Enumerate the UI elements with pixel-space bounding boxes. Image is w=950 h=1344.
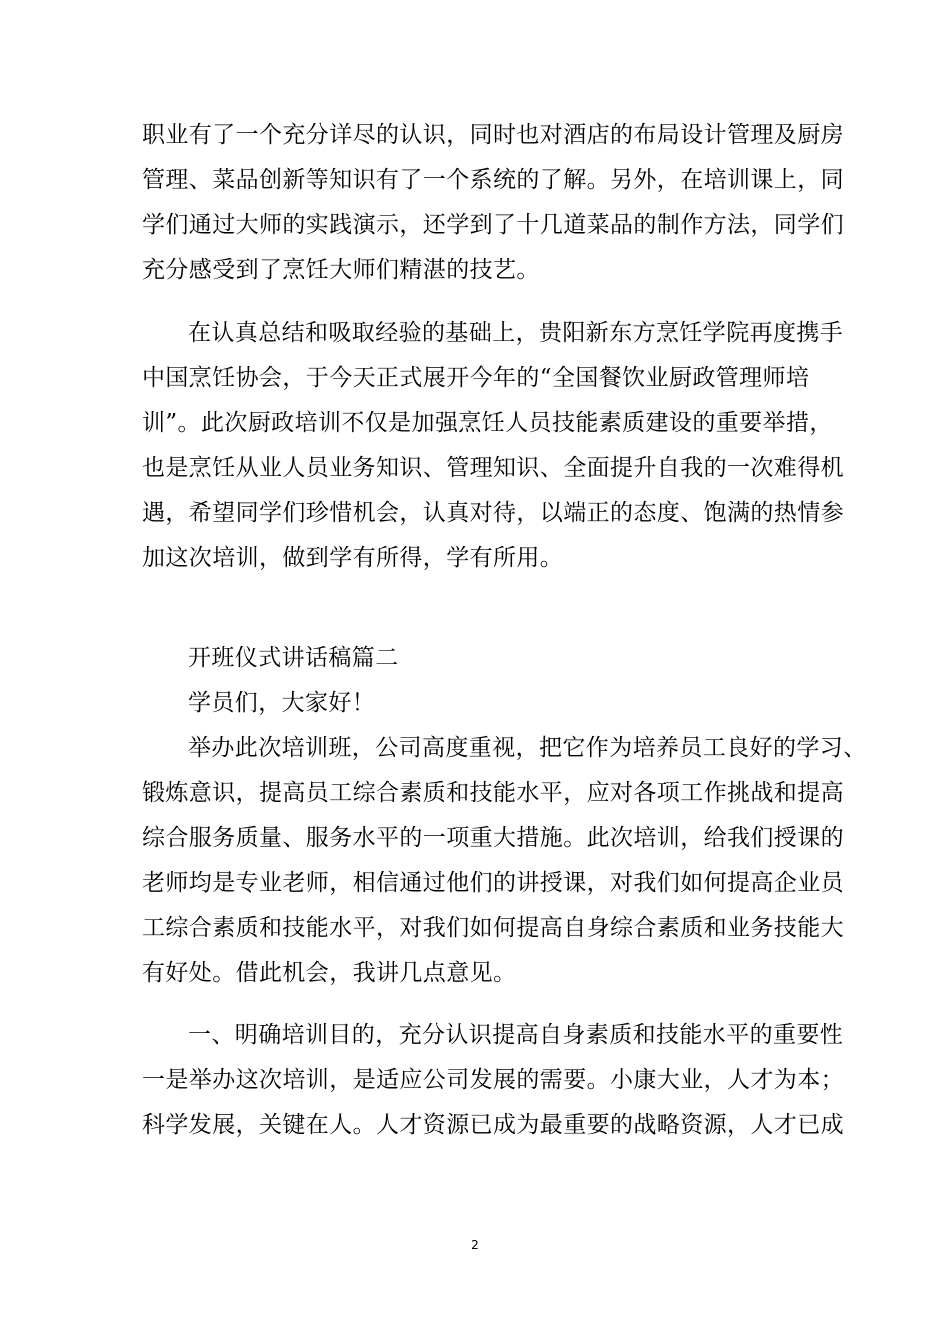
greeting: 学员们，大家好！: [188, 690, 376, 716]
paragraph-3-line-4: 老师均是专业老师，相信通过他们的讲授课，对我们如何提高企业员: [142, 870, 844, 896]
paragraph-4-line-2: 科学发展，关键在人。人才资源已成为最重要的战略资源，人才已成: [142, 1112, 844, 1138]
heading-1: 一、明确培训目的，充分认识提高自身素质和技能水平的重要性: [188, 1022, 844, 1048]
paragraph-2-line-1: 在认真总结和吸取经验的基础上，贵阳新东方烹饪学院再度携手: [188, 320, 844, 346]
paragraph-1-line-3: 学们通过大师的实践演示，还学到了十几道菜品的制作方法，同学们: [142, 212, 844, 238]
paragraph-2-line-4: 也是烹饪从业人员业务知识、管理知识、全面提升自我的一次难得机: [142, 455, 844, 481]
paragraph-3-line-1: 举办此次培训班，公司高度重视，把它作为培养员工良好的学习、: [188, 735, 867, 761]
page-number: 2: [471, 1238, 479, 1252]
paragraph-3-line-2: 锻炼意识，提高员工综合素质和技能水平，应对各项工作挑战和提高: [142, 780, 844, 806]
paragraph-2-line-2: 中国烹饪协会，于今天正式展开今年的“全国餐饮业厨政管理师培: [142, 365, 810, 391]
section-title: 开班仪式讲话稿篇二: [188, 645, 399, 671]
paragraph-3-line-3: 综合服务质量、服务水平的一项重大措施。此次培训，给我们授课的: [142, 825, 844, 851]
paragraph-4-line-1: 一是举办这次培训，是适应公司发展的需要。小康大业，人才为本；: [142, 1067, 844, 1093]
paragraph-3-line-5: 工综合素质和技能水平，对我们如何提高自身综合素质和业务技能大: [142, 915, 844, 941]
paragraph-1-line-4: 充分感受到了烹饪大师们精湛的技艺。: [142, 257, 540, 283]
paragraph-1-line-2: 管理、菜品创新等知识有了一个系统的了解。另外，在培训课上，同: [142, 167, 844, 193]
paragraph-2-line-6: 加这次培训，做到学有所得，学有所用。: [142, 545, 564, 571]
paragraph-2-line-5: 遇，希望同学们珍惜机会，认真对待，以端正的态度、饱满的热情参: [142, 500, 844, 526]
paragraph-1-line-1: 职业有了一个充分详尽的认识，同时也对酒店的布局设计管理及厨房: [142, 122, 844, 148]
paragraph-3-line-6: 有好处。借此机会，我讲几点意见。: [142, 960, 517, 986]
paragraph-2-line-3: 训”。此次厨政培训不仅是加强烹饪人员技能素质建设的重要举措，: [142, 410, 833, 436]
